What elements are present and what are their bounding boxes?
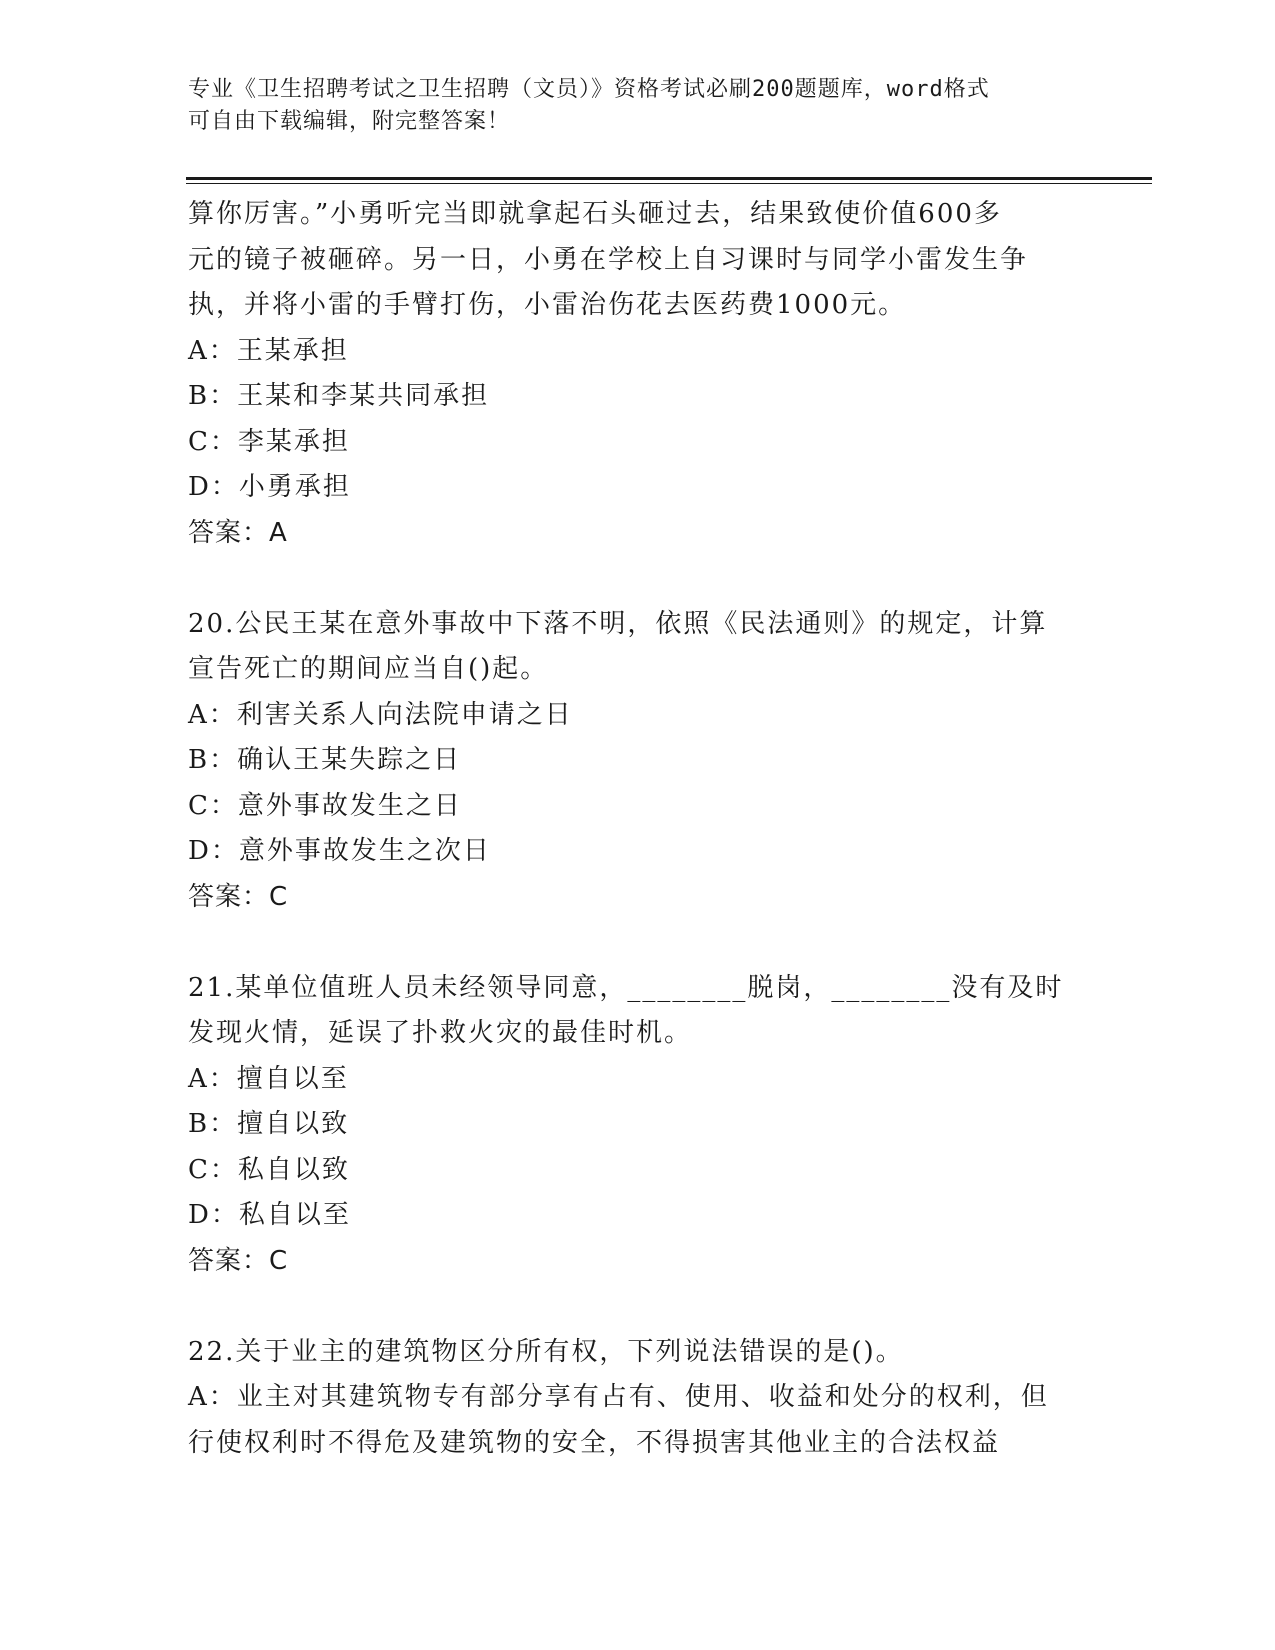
header-divider-thin [186,183,1152,184]
answer-line: 答案：C [188,881,289,912]
question-text-line: 元的镜子被砸碎。另一日，小勇在学校上自习课时与同学小雷发生争 [188,244,1029,275]
question-text-line: 宣告死亡的期间应当自()起。 [188,654,549,684]
question-text-line: 20.公民王某在意外事故中下落不明，依照《民法通则》的规定，计算 [188,608,1048,639]
option-c: C：意外事故发生之日 [188,790,462,821]
option-a: A：利害关系人向法院申请之日 [188,699,573,730]
option-b: B：王某和李某共同承担 [188,381,490,411]
option-d: D：私自以至 [188,1200,351,1230]
option-b: B：确认王某失踪之日 [188,745,462,775]
spacer [188,920,1088,966]
header-divider-thick [186,177,1152,180]
question-text-line: 算你厉害。”小勇听完当即就拿起石头砸过去，结果致使价值600多 [188,199,1002,229]
option-b: B：擅自以致 [188,1109,350,1139]
header-line-2: 可自由下载编辑，附完整答案！ [188,109,511,134]
option-c: C：李某承担 [188,426,350,457]
option-a: A：擅自以至 [188,1063,349,1094]
question-text-line: 21.某单位值班人员未经领导同意，________脱岗，________没有及时 [188,972,1064,1003]
option-d: D：小勇承担 [188,472,351,502]
option-a: A：业主对其建筑物专有部分享有占有、使用、收益和处分的权利，但 [188,1382,1049,1412]
spacer [188,556,1088,602]
question-text-line: 执，并将小雷的手臂打伤，小雷治伤花去医药费1000元。 [188,290,907,320]
question-20 [188,602,1088,921]
answer-line: 答案：C [188,1245,289,1276]
question-text-line: 发现火情，延误了扑救火灾的最佳时机。 [188,1018,693,1048]
spacer [188,1284,1088,1330]
header-line-1: 专业《卫生招聘考试之卫生招聘（文员）》资格考试必刷200题题库，word格式 [188,77,990,102]
question-19-continuation [188,192,1088,556]
question-21 [188,966,1088,1285]
option-a-continued: 行使权利时不得危及建筑物的安全，不得损害其他业主的合法权益 [188,1427,1001,1458]
option-a: A：王某承担 [188,335,349,366]
question-text-line: 22.关于业主的建筑物区分所有权，下列说法错误的是()。 [188,1336,904,1367]
question-content [188,192,1088,1466]
question-22 [188,1330,1088,1467]
option-c: C：私自以致 [188,1154,350,1185]
option-d: D：意外事故发生之次日 [188,836,491,866]
answer-line: 答案：A [188,517,288,548]
page-header [188,74,1088,138]
